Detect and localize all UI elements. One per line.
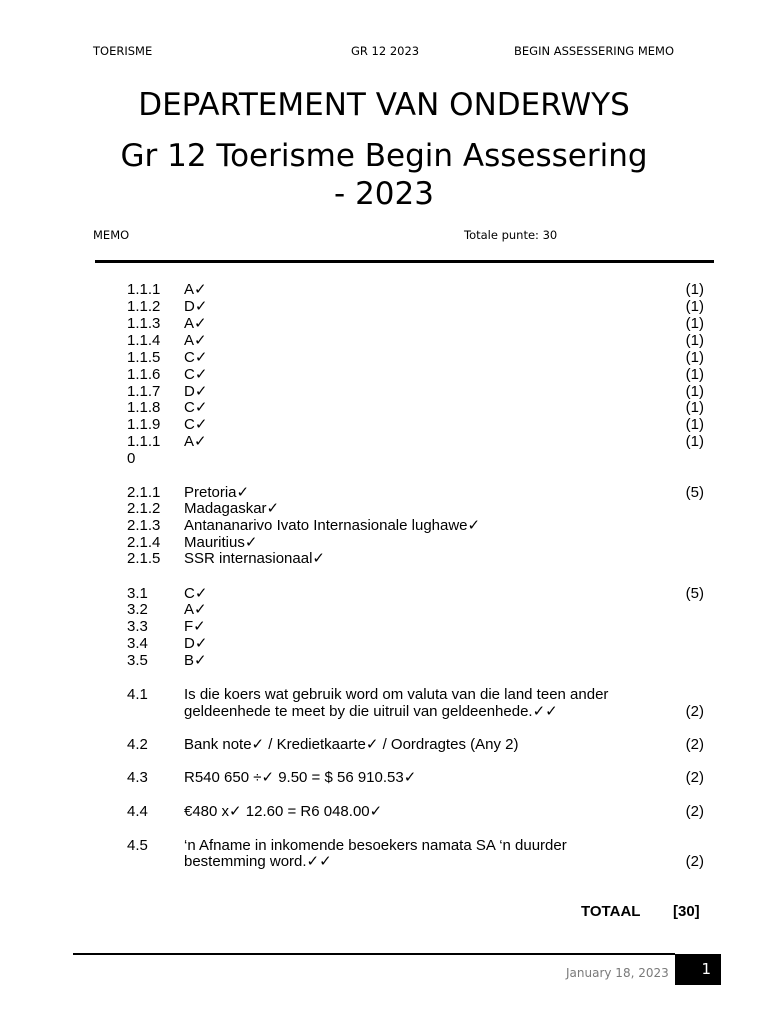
answer-text: €480 x✓ 12.60 = R6 048.00✓ [184,803,383,820]
total-points-label: Totale punte: 30 [464,228,558,242]
question-number: 1.1.5 [127,349,161,366]
answer-text: Madagaskar✓ [184,500,280,517]
answer-text: Antananarivo Ivato Internasionale lughawe✓ [184,517,481,534]
answer-text: Pretoria✓ [184,484,250,501]
header-doc-type: BEGIN ASSESSERING MEMO [514,44,675,58]
question-number: 1.1.4 [127,332,161,349]
mark-allocation: (1) [685,298,704,315]
mark-allocation: (1) [685,349,704,366]
question-number: 1.1.1 [127,281,161,298]
answer-text-line1: Is die koers wat gebruik word om valuta van die land teen ander [184,686,609,703]
question-number: 1.1.3 [127,315,161,332]
mark-allocation: (1) [685,416,704,433]
header-grade: GR 12 2023 [351,44,420,58]
question-number: 2.1.5 [127,550,161,567]
mark-allocation: (1) [685,433,704,450]
mark-allocation: (1) [685,315,704,332]
answer-text: A✓ [184,433,207,450]
answer-text: Mauritius✓ [184,534,258,551]
mark-allocation: (2) [685,736,704,753]
question-number: 4.1 [127,686,148,703]
question-number: 4.3 [127,769,148,786]
mark-allocation: (5) [685,585,704,602]
question-number: 4.4 [127,803,148,820]
mark-allocation: (2) [685,703,704,720]
answer-text: D✓ [184,635,208,652]
answer-text-line2: bestemming word.✓✓ [184,853,332,870]
question-number: 2.1.4 [127,534,161,551]
mark-allocation: (1) [685,281,704,298]
question-number: 4.2 [127,736,148,753]
mark-allocation: (2) [685,853,704,870]
footer-divider [73,953,675,955]
question-number: 3.5 [127,652,148,669]
answer-text: R540 650 ÷✓ 9.50 = $ 56 910.53✓ [184,769,417,786]
footer-date: January 18, 2023 [566,966,669,980]
mark-allocation: (1) [685,399,704,416]
total-label: TOTAAL [581,903,641,920]
question-number: 2.1.3 [127,517,161,534]
answer-text: C✓ [184,416,208,433]
question-number: 2.1.2 [127,500,161,517]
answer-text-line2: geldeenhede te meet by die uitruil van geldeenhede.✓✓ [184,703,558,720]
question-number: 3.3 [127,618,148,635]
answer-text: A✓ [184,315,207,332]
answer-text-line1: ‘n Afname in inkomende besoekers namata SA ‘n duurder [184,837,567,854]
header-divider [95,260,714,263]
question-number: 1.1.6 [127,366,161,383]
question-number: 3.2 [127,601,148,618]
question-number: 2.1.1 [127,484,161,501]
mark-allocation: (1) [685,332,704,349]
question-number: 1.1.9 [127,416,161,433]
page-title-line1: DEPARTEMENT VAN ONDERWYS [138,87,630,123]
mark-allocation: (5) [685,484,704,501]
question-number: 3.4 [127,635,148,652]
answer-text: B✓ [184,652,207,669]
answer-text: A✓ [184,601,207,618]
question-number: 1.1.7 [127,383,161,400]
mark-allocation: (1) [685,383,704,400]
question-number: 1.1.2 [127,298,161,315]
question-number: 4.5 [127,837,148,854]
question-number: 3.1 [127,585,148,602]
answer-text: C✓ [184,399,208,416]
answer-text: A✓ [184,281,207,298]
answer-text: A✓ [184,332,207,349]
memo-label: MEMO [93,228,130,242]
mark-allocation: (2) [685,769,704,786]
answer-text: C✓ [184,366,208,383]
mark-allocation: (2) [685,803,704,820]
answer-text: Bank note✓ / Kredietkaarte✓ / Oordragtes (Any 2) [184,736,519,753]
answer-text: C✓ [184,585,208,602]
answer-text: D✓ [184,383,208,400]
question-number: 1.1.10 [127,433,161,467]
page-title-line3: - 2023 [334,176,434,212]
answer-text: SSR internasionaal✓ [184,550,325,567]
question-number: 1.1.8 [127,399,161,416]
answer-text: D✓ [184,298,208,315]
page-title-line2: Gr 12 Toerisme Begin Assessering [120,138,648,174]
answer-text: F✓ [184,618,206,635]
mark-allocation: (1) [685,366,704,383]
header-subject: TOERISME [93,44,153,58]
page-number: 1 [675,954,721,985]
total-value: [30] [673,903,700,920]
answer-text: C✓ [184,349,208,366]
